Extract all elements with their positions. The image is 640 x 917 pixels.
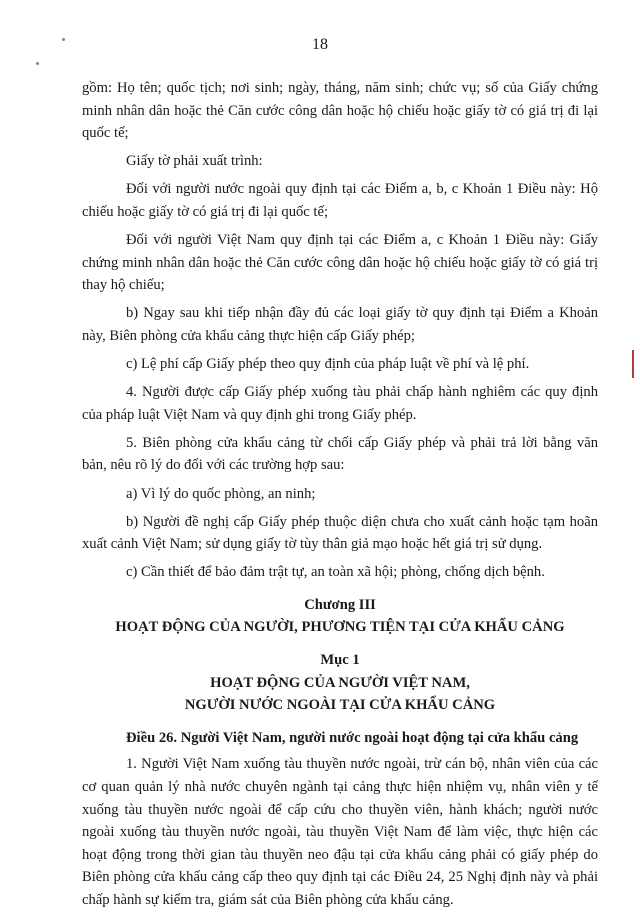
body-paragraph: c) Lệ phí cấp Giấy phép theo quy định của pháp luật về phí và lệ phí. — [126, 356, 530, 373]
scan-edge-mark — [632, 350, 634, 378]
section-title-line-2: NGƯỜI NƯỚC NGOÀI TẠI CỬA KHẨU CẢNG — [184, 697, 496, 714]
body-paragraph: Đối với người nước ngoài quy định tại các Điểm a, b, c Khoản 1 Điều này: Hộ chiếu hoặc giấy tờ có giá trị đi lại quốc tế; — [82, 181, 598, 220]
body-paragraph: 5. Biên phòng cửa khẩu cảng từ chối cấp Giấy phép và phải trả lời bằng văn bản, nêu rõ lý do đối với các trường hợp sau: — [82, 434, 598, 474]
section-title-line-1: HOẠT ĐỘNG CỦA NGƯỜI VIỆT NAM, — [210, 674, 470, 691]
page-number: 18 — [312, 36, 328, 53]
document-body — [82, 77, 598, 917]
chapter-label: Chương III — [304, 596, 376, 613]
body-paragraph: a) Vì lý do quốc phòng, an ninh; — [126, 485, 316, 502]
body-paragraph: Giấy tờ phải xuất trình: — [126, 153, 263, 170]
section-label: Mục 1 — [320, 652, 360, 669]
article-paragraph: 1. Người Việt Nam xuống tàu thuyền nước ngoài, trừ cán bộ, nhân viên của các cơ quan quản lý nhà nước chuyên ngành tại cảng thực hiện nhiệm vụ, nhân viên y tế xuống tàu thuyền nước ngoài để cấp cứu cho thuyền viên, hành khách; người nước ngoài xuống tàu thuyền nước ngoài, tàu thuyền Việt Nam để làm việc, thực hiện các hoạt động trong thời gian tàu thuyền neo đậu tại cửa khẩu cảng phải có giấy phép do Biên phòng cửa khẩu cảng cấp theo quy định tại các Điều 24, 25 Nghị định này và phải chấp hành sự kiểm tra, giám sát của Biên phòng cửa khẩu cảng. — [82, 756, 598, 908]
body-paragraph: b) Người đề nghị cấp Giấy phép thuộc diện chưa cho xuất cảnh hoặc tạm hoãn xuất cảnh Việt Nam; sử dụng giấy tờ tùy thân giả mạo hoặc hết giá trị sử dụng. — [82, 513, 598, 553]
body-paragraph: c) Cần thiết để bảo đảm trật tự, an toàn xã hội; phòng, chống dịch bệnh. — [126, 564, 545, 581]
body-paragraph: gồm: Họ tên; quốc tịch; nơi sinh; ngày, tháng, năm sinh; chức vụ; số của Giấy chứng minh nhân dân hoặc thẻ Căn cước công dân hoặc hộ chiếu hoặc giấy tờ có giá trị đi lại quốc tế; — [82, 80, 598, 142]
body-paragraph: 4. Người được cấp Giấy phép xuống tàu phải chấp hành nghiêm các quy định của pháp luật Việt Nam và quy định ghi trong Giấy phép. — [82, 384, 598, 423]
chapter-title: HOẠT ĐỘNG CỦA NGƯỜI, PHƯƠNG TIỆN TẠI CỬA KHẨU CẢNG — [115, 619, 565, 636]
article-heading: Điều 26. Người Việt Nam, người nước ngoài hoạt động tại cửa khẩu cảng — [126, 729, 579, 746]
scan-speck — [36, 62, 39, 65]
body-paragraph: Đối với người Việt Nam quy định tại các Điểm a, c Khoản 1 Điều này: Giấy chứng minh nhân dân hoặc thẻ Căn cước công dân hoặc hộ chiếu hoặc giấy tờ có giá trị thay hộ chiếu; — [82, 232, 598, 294]
body-paragraph: b) Ngay sau khi tiếp nhận đầy đủ các loại giấy tờ quy định tại Điểm a Khoản này, Biên phòng cửa khẩu cảng thực hiện cấp Giấy phép; — [82, 305, 598, 344]
